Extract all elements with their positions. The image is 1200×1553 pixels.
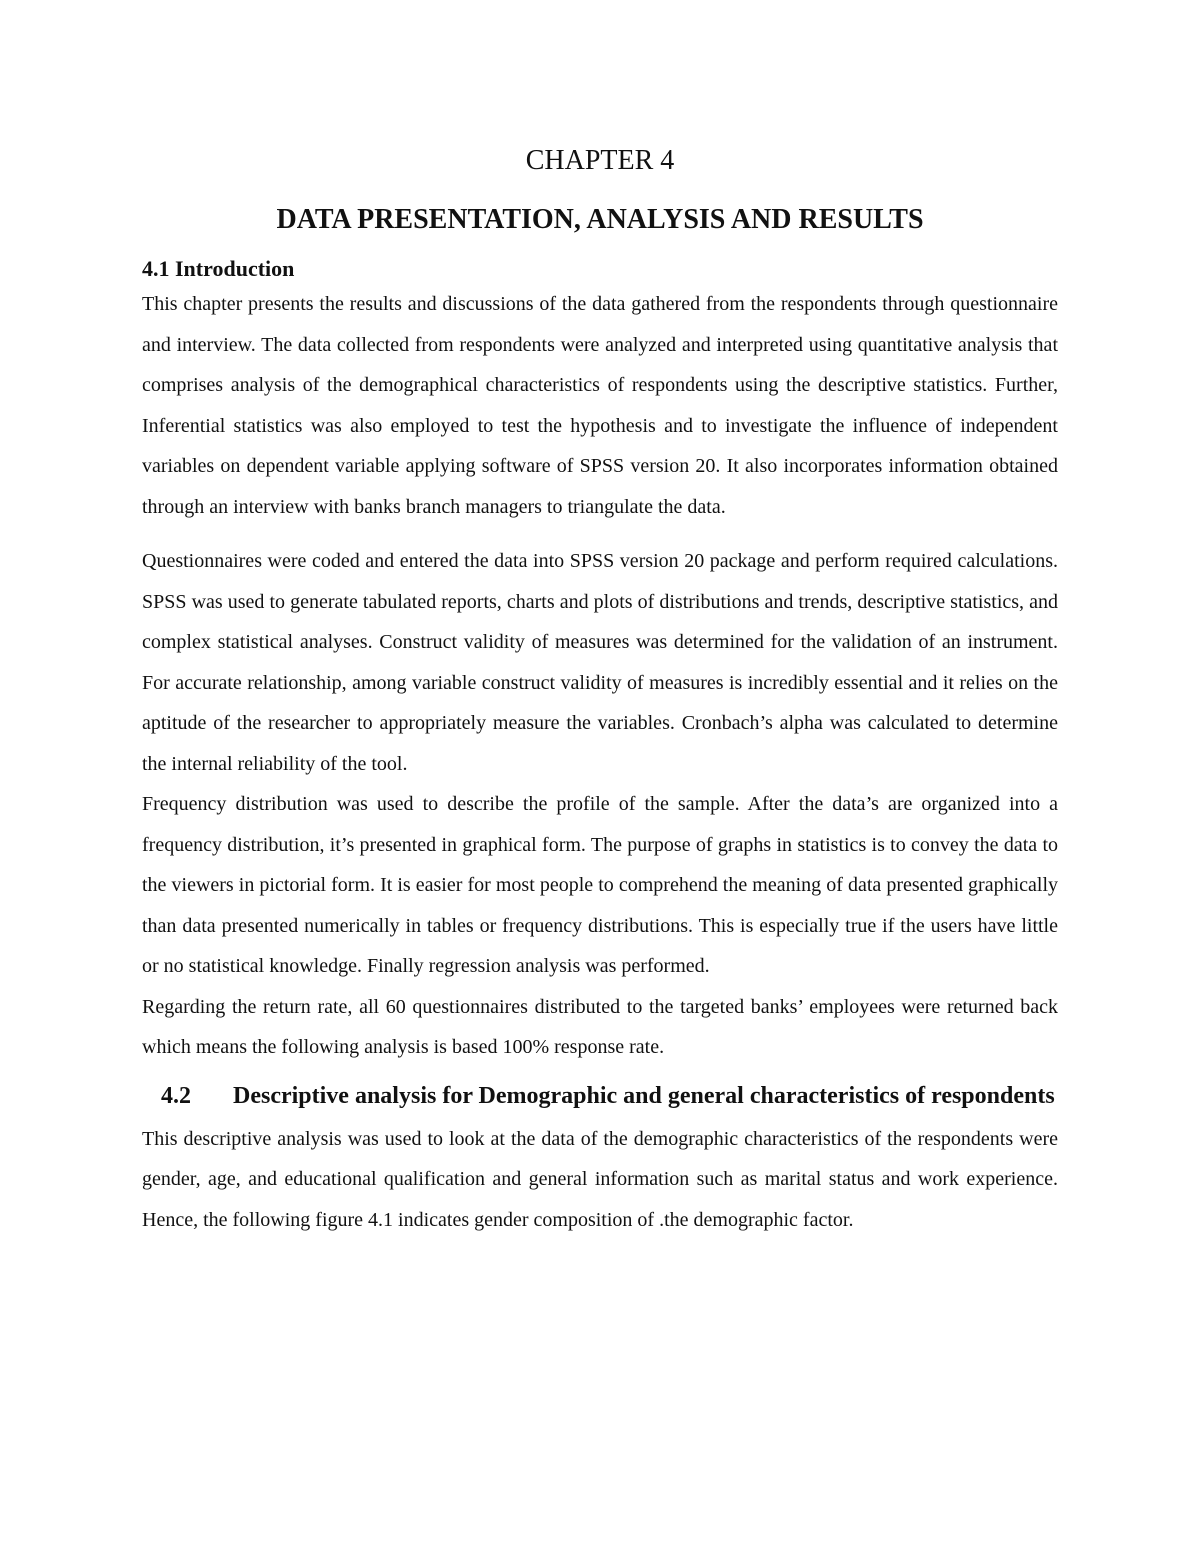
section-4-1-paragraph-2: Questionnaires were coded and entered the data into SPSS version 20 package and perform required calculations. SPSS was used to generate tabulated reports, charts and plots of distributions and trends, descriptive statistics, and complex statistical analyses. Construct validity of measures was determined for the validation of an instrument. For accurate relationship, among variable construct validity of measures is incredibly essential and it relies on the aptitude of the researcher to appropriately measure the variables. Cronbach’s alpha was calculated to determine the internal reliability of the tool. (142, 550, 1058, 775)
chapter-subtitle: DATA PRESENTATION, ANALYSIS AND RESULTS (276, 204, 924, 235)
section-4-1-paragraph-4: Regarding the return rate, all 60 questionnaires distributed to the targeted banks’ employees were returned back which means the following analysis is based 100% response rate. (142, 995, 1058, 1058)
section-4-1-paragraph-1: This chapter presents the results and discussions of the data gathered from the respondents through questionnaire and interview. The data collected from respondents were analyzed and interpreted using quantitative analysis that comprises analysis of the demographical characteristics of respondents using the descriptive statistics. Further, Inferential statistics was also employed to test the hypothesis and to investigate the influence of independent variables on dependent variable applying software of SPSS version 20. It also incorporates information obtained through an interview with banks branch managers to triangulate the data. (142, 293, 1058, 518)
section-4-2-number: 4.2 (161, 1082, 191, 1109)
section-4-2-heading (142, 1078, 1058, 1115)
document-page (142, 140, 1058, 1240)
chapter-title: CHAPTER 4 (525, 145, 675, 176)
section-4-1-paragraph-3: Frequency distribution was used to describe the profile of the sample. After the data’s are organized into a frequency distribution, it’s presented in graphical form. The purpose of graphs in statistics is to convey the data to the viewers in pictorial form. It is easier for most people to comprehend the meaning of data presented graphically than data presented numerically in tables or frequency distributions. This is especially true if the users have little or no statistical knowledge. Finally regression analysis was performed. (142, 793, 1058, 977)
section-4-2-title: Descriptive analysis for Demographic and general characteristics of respondents (233, 1082, 1055, 1109)
section-4-2-paragraph: This descriptive analysis was used to look at the data of the demographic characteristics of the respondents were gender, age, and educational qualification and general information such as marital status and work experience. Hence, the following figure 4.1 indicates gender composition of .the demographic factor. (142, 1127, 1058, 1231)
section-4-1-heading: 4.1 Introduction (142, 256, 295, 281)
